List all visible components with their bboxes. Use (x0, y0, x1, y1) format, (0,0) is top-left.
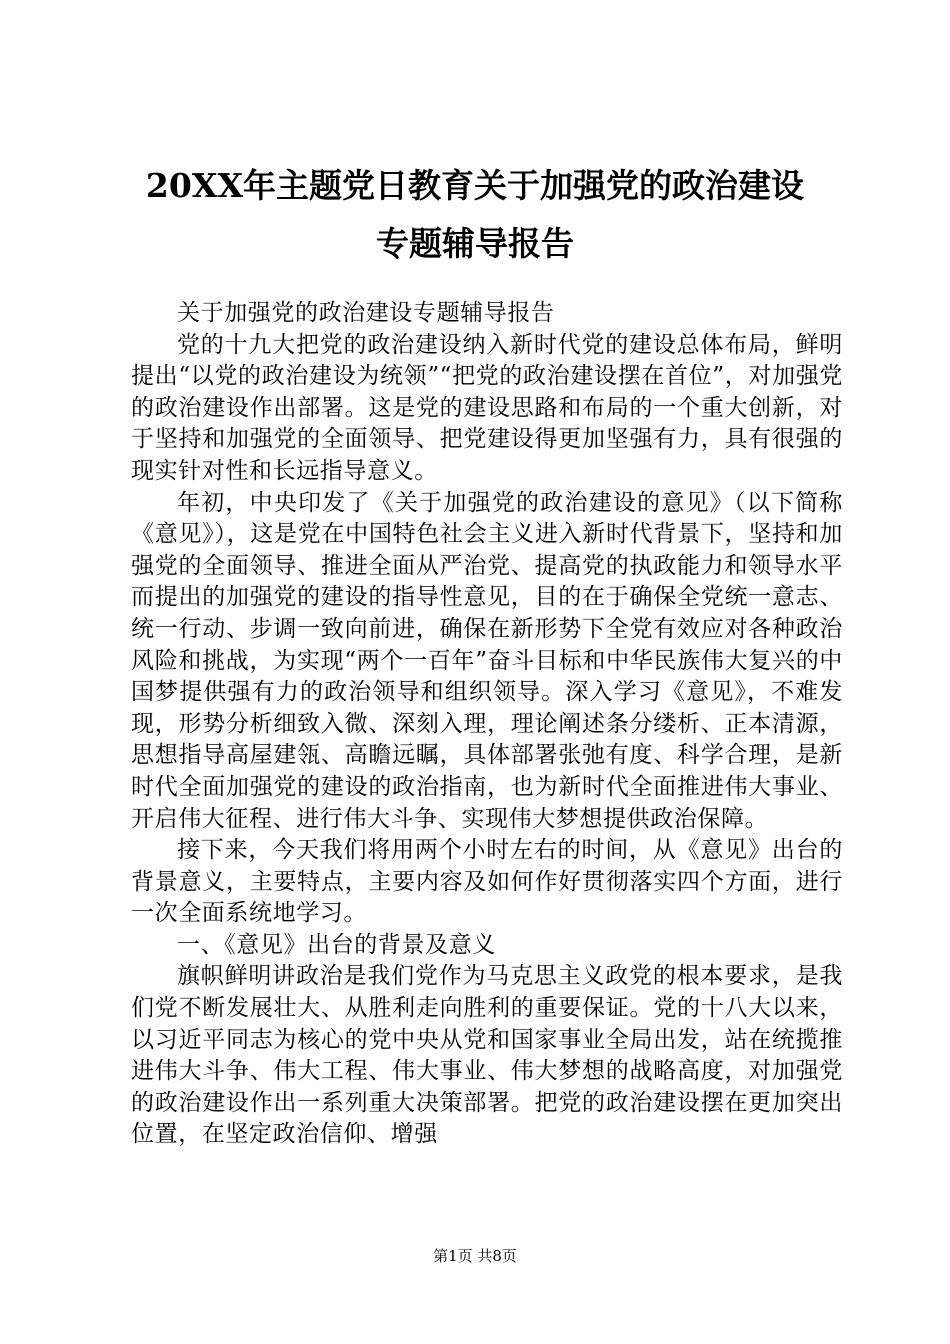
paragraph: 旗帜鲜明讲政治是我们党作为马克思主义政党的根本要求，是我们党不断发展壮大、从胜利走向胜利的重要保证。党的十八大以来，以习近平同志为核心的党中央从党和国家事业全局出发，站在统揽推进伟大斗争、伟大工程、伟大事业、伟大梦想的战略高度，对加强党的政治建设作出一系列重大决策部署。把党的政治建设摆在更加突出位置，在坚定政治信仰、增强 (131, 963, 843, 1148)
page-footer: 第1页 共8页 (433, 1247, 517, 1265)
section-heading: 一、《意见》出台的背景及意义 (177, 931, 496, 958)
document-title-line-1: 20XX年主题党日教育关于加强党的政治建设 (145, 166, 805, 205)
paragraph: 党的十九大把党的政治建设纳入新时代党的建设总体布局，鲜明提出“以党的政治建设为统领”“把党的政治建设摆在首位”，对加强党的政治建设作出部署。这是党的建设思路和布局的一个重大创新，对于坚持和加强党的全面领导、把党建设得更加坚强有力，具有很强的现实针对性和长远指导意义。 (131, 331, 843, 484)
paragraph: 年初，中央印发了《关于加强党的政治建设的意见》（以下简称《意见》），这是党在中国特色社会主义进入新时代背景下，坚持和加强党的全面领导、推进全面从严治党、提高党的执政能力和领导水平而提出的加强党的建设的指导性意见，目的在于确保全党统一意志、统一行动、步调一致向前进，确保在新形势下全党有效应对各种政治风险和挑战，为实现“两个一百年”奋斗目标和中华民族伟大复兴的中国梦提供强有力的政治领导和组织领导。深入学习《意见》，不难发现，形势分析细致入微、深刻入理，理论阐述条分缕析、正本清源，思想指导高屋建瓴、高瞻远瞩，具体部署张弛有度、科学合理，是新时代全面加强党的建设的政治指南，也为新时代全面推进伟大事业、开启伟大征程、进行伟大斗争、实现伟大梦想提供政治保障。 (131, 489, 843, 832)
document-body (131, 298, 843, 1151)
paragraph-subtitle: 关于加强党的政治建设专题辅导报告 (177, 300, 555, 326)
paragraph: 接下来，今天我们将用两个小时左右的时间，从《意见》出台的背景意义，主要特点，主要内容及如何作好贯彻落实四个方面，进行一次全面系统地学习。 (131, 837, 843, 927)
document-title-line-2: 专题辅导报告 (376, 224, 574, 263)
